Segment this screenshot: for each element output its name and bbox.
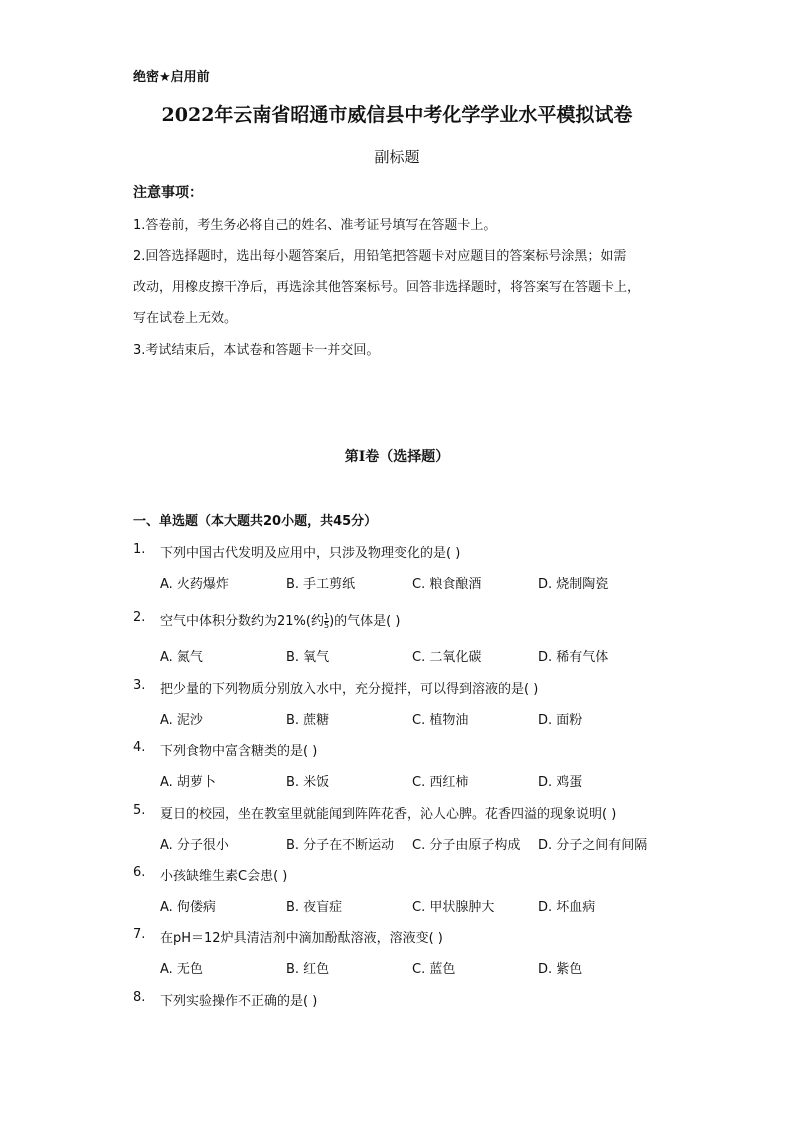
question-number: 2. (133, 610, 146, 625)
option-d: D. 坏血病 (538, 900, 596, 915)
question-text-after: )的气体是( ) (329, 614, 401, 629)
question-number: 6. (133, 865, 146, 880)
option-c: C. 西红柿 (412, 775, 469, 790)
option-d: D. 稀有气体 (538, 650, 609, 665)
question-text-before: 空气中体积分数约为21%(约 (160, 614, 324, 629)
question-text: 下列实验操作不正确的是( ) (160, 994, 318, 1009)
option-a: A. 分子很小 (160, 838, 229, 853)
option-a: A. 泥沙 (160, 713, 203, 728)
fraction-numerator: 1 (323, 612, 330, 621)
question-text: 小孩缺维生素C会患( ) (160, 869, 288, 884)
option-c: C. 分子由原子构成 (412, 838, 521, 853)
question-text: 下列食物中富含糖类的是( ) (160, 744, 318, 759)
exam-title: 2022年云南省昭通市威信县中考化学学业水平模拟试卷 (161, 104, 633, 126)
notice-line: 3.考试结束后，本试卷和答题卡一并交回。 (133, 343, 380, 358)
exam-subtitle: 副标题 (374, 148, 420, 166)
option-a: A. 佝偻病 (160, 900, 216, 915)
option-a: A. 火药爆炸 (160, 577, 229, 592)
option-d: D. 面粉 (538, 713, 583, 728)
notice-line: 1.答卷前，考生务必将自己的姓名、准考证号填写在答题卡上。 (133, 218, 497, 233)
notice-line: 写在试卷上无效。 (133, 311, 238, 326)
option-d: D. 烧制陶瓷 (538, 577, 609, 592)
option-c: C. 二氧化碳 (412, 650, 482, 665)
option-c: C. 植物油 (412, 713, 469, 728)
option-c: C. 蓝色 (412, 962, 456, 977)
question-text: 在pH＝12炉具清洁剂中滴加酚酞溶液，溶液变( ) (160, 931, 443, 946)
question-number: 3. (133, 678, 146, 693)
question-text: 下列中国古代发明及应用中，只涉及物理变化的是( ) (160, 546, 461, 561)
option-b: B. 蔗糖 (286, 713, 330, 728)
option-a: A. 胡萝卜 (160, 775, 216, 790)
part-title: 第Ⅰ卷（选择题） (344, 449, 450, 465)
option-a: A. 氮气 (160, 650, 203, 665)
fraction-denominator: 5 (323, 621, 330, 630)
option-b: B. 红色 (286, 962, 330, 977)
question-number: 1. (133, 542, 146, 557)
option-b: B. 氧气 (286, 650, 330, 665)
option-b: B. 手工剪纸 (286, 577, 356, 592)
option-d: D. 鸡蛋 (538, 775, 583, 790)
question-text (160, 610, 400, 630)
question-number: 5. (133, 803, 146, 818)
question-number: 8. (133, 990, 146, 1005)
notice-line: 2.回答选择题时，选出每小题答案后，用铅笔把答题卡对应题目的答案标号涂黑；如需 (133, 249, 627, 264)
notice-line: 改动，用橡皮擦干净后，再选涂其他答案标号。回答非选择题时，将答案写在答题卡上， (133, 280, 641, 295)
question-text: 把少量的下列物质分别放入水中，充分搅拌，可以得到溶液的是( ) (160, 682, 539, 697)
secret-mark: 绝密★启用前 (133, 70, 210, 85)
question-number: 7. (133, 927, 146, 942)
option-c: C. 甲状腺肿大 (412, 900, 495, 915)
option-d: D. 紫色 (538, 962, 583, 977)
question-text: 夏日的校园，坐在教室里就能闻到阵阵花香，沁人心脾。花香四溢的现象说明( ) (160, 807, 617, 822)
question-number: 4. (133, 740, 146, 755)
option-b: B. 米饭 (286, 775, 330, 790)
option-a: A. 无色 (160, 962, 203, 977)
option-c: C. 粮食酿酒 (412, 577, 482, 592)
section-title: 一、单选题（本大题共20小题，共45分） (133, 514, 378, 529)
option-d: D. 分子之间有间隔 (538, 838, 648, 853)
notice-heading: 注意事项： (133, 185, 203, 201)
option-b: B. 分子在不断运动 (286, 838, 395, 853)
option-b: B. 夜盲症 (286, 900, 343, 915)
